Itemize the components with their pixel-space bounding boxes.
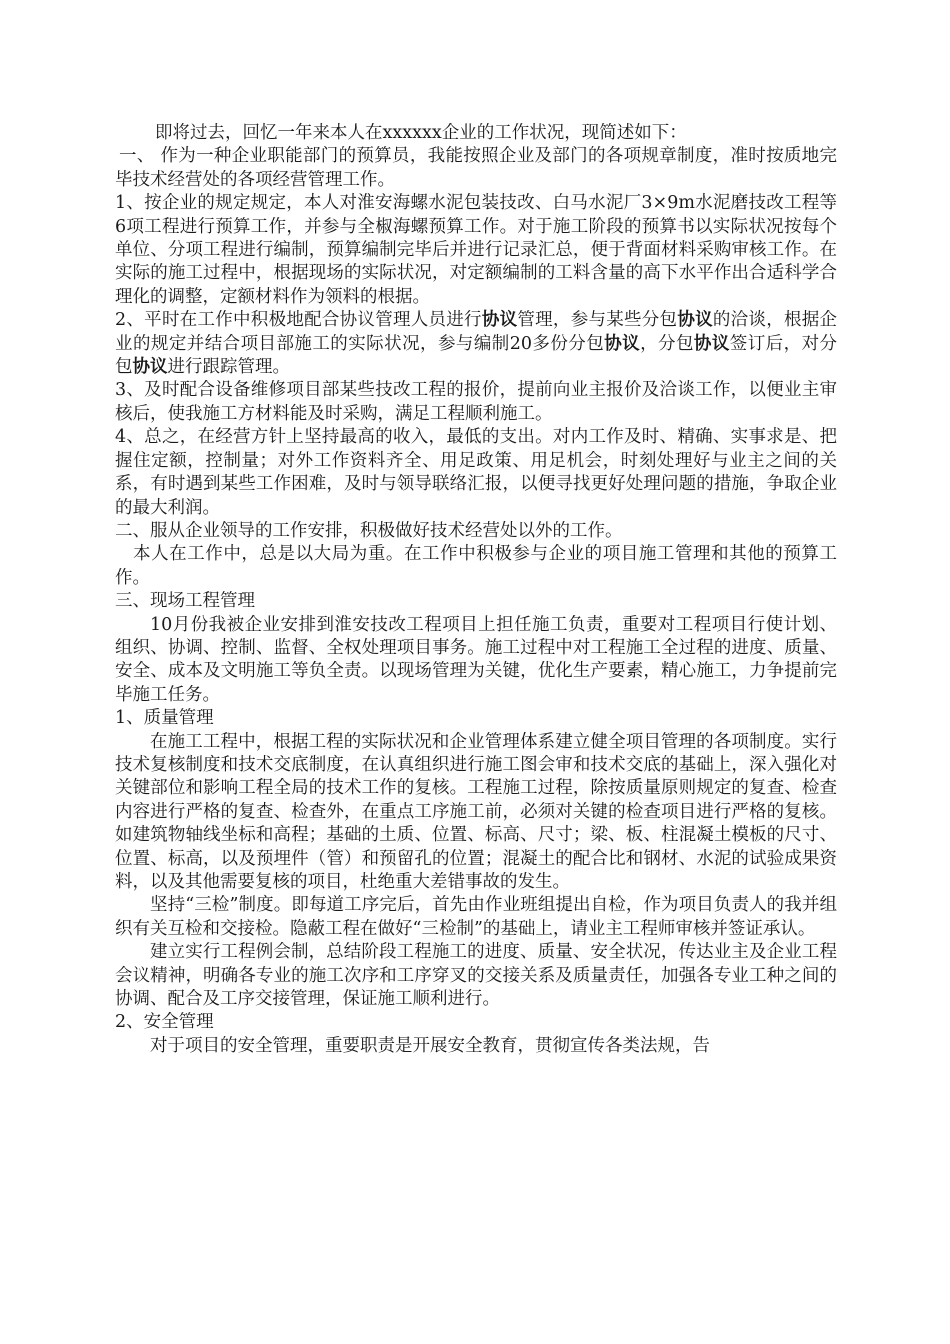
paragraph-text: 3、及时配合设备维修项目部某些技改工程的报价，提前向业主报价及洽谈工作，以便业主审核后，使我施工方材料能及时采购，满足工程顺利施工。 bbox=[115, 380, 837, 424]
paragraph-text: 二、服从企业领导的工作安排，积极做好技术经营处以外的工作。 bbox=[115, 520, 623, 541]
paragraph-text: 进行跟踪管理。 bbox=[167, 357, 290, 378]
paragraph-text: 4、总之，在经营方针上坚持最高的收入，最低的支出。对内工作及时、精确、实事求是、把握住定额，控制量；对外工作资料齐全、用足政策、用足机会，时刻处理好与业主之间的关系，有时遇到某些工作困难，及时与领导联络汇报，以便寻找更好处理问题的措施，争取企业的最大利润。 bbox=[115, 427, 837, 518]
bold-term: 协议 bbox=[677, 310, 713, 331]
paragraph-text: 签订后，对分包 bbox=[115, 333, 838, 378]
bold-term: 协议 bbox=[481, 310, 518, 331]
paragraph-text: 在施工工程中，根据工程的实际状况和企业管理体系建立健全项目管理的各项制度。实行技术复核制度和技术交底制度，在认真组织进行施工图会审和技术交底的基础上，深入强化对关键部位和影响工程全局的技术工作的复核。工程施工过程，除按质量原则规定的复查、检查内容进行严格的复查、检查外，在重点工序施工前，必须对关键的检查项目进行严格的复核。如建筑物轴线坐标和高程；基础的土质、位置、标高、尺寸；梁、板、柱混凝土模板的尺寸、位置、标高，以及预埋件（管）和预留孔的位置；混凝土的配合比和钢材、水泥的试验成果资料，以及其他需要复核的项目，杜绝重大差错事故的发生。 bbox=[115, 731, 837, 892]
paragraph-text: 本人在工作中，总是以大局为重。在工作中积极参与企业的项目施工管理和其他的预算工作。 bbox=[115, 544, 837, 588]
paragraph-safety-body bbox=[115, 1035, 837, 1058]
paragraph-safety-heading bbox=[115, 1011, 837, 1034]
bold-term: 协议 bbox=[604, 333, 641, 354]
paragraph-section2-body bbox=[115, 543, 837, 590]
paragraph-item1-2 bbox=[115, 309, 837, 379]
paragraph-intro bbox=[115, 122, 837, 145]
paragraph-text: 对于项目的安全管理，重要职责是开展安全教育，贯彻宣传各类法规，告 bbox=[150, 1035, 710, 1056]
paragraph-quality-body-3 bbox=[115, 941, 837, 1011]
paragraph-text: 的洽谈，根据企业的规定并结合项目部施工的实际状况，参与编制20多份分包 bbox=[115, 310, 838, 354]
paragraph-section1-heading bbox=[115, 145, 837, 192]
paragraph-section3-body bbox=[115, 614, 837, 708]
paragraph-item1-1 bbox=[115, 192, 837, 309]
paragraph-section3-heading bbox=[115, 590, 837, 613]
paragraph-item1-3 bbox=[115, 379, 837, 426]
paragraph-text: 1、按企业的规定规定，本人对淮安海螺水泥包装技改、白马水泥厂3×9m水泥磨技改工程等6项工程进行预算工作，并参与全椒海螺预算工作。对于施工阶段的预算书以实际状况按每个单位、分项工程进行编制，预算编制完毕后并进行记录汇总，便于背面材料采购审核工作。在实际的施工过程中，根据现场的实际状况，对定额编制的工料含量的高下水平作出合适科学合理化的调整，定额材料作为领料的根据。 bbox=[115, 193, 837, 307]
paragraph-text: 2、平时在工作中积极地配合协议管理人员进行 bbox=[115, 310, 482, 331]
paragraph-text: 2、安全管理 bbox=[115, 1012, 214, 1033]
paragraph-section2-heading bbox=[115, 520, 837, 543]
paragraph-quality-body-1 bbox=[115, 731, 837, 895]
paragraph-quality-body-2 bbox=[115, 894, 837, 941]
paragraph-text: 10月份我被企业安排到淮安技改工程项目上担任施工负责，重要对工程项目行使计划、组织、协调、控制、监督、全权处理项目事务。施工过程中对工程施工全过程的进度、质量、安全、成本及文明施工等负全责。以现场管理为关键，优化生产要素，精心施工，力争提前完毕施工任务。 bbox=[115, 614, 837, 705]
paragraph-text: 即将过去，回忆一年来本人在xxxxxx企业的工作状况，现简述如下： bbox=[155, 123, 687, 143]
paragraph-text: 坚持“三检”制度。即每道工序完后，首先由作业班组提出自检，作为项目负责人的我并组织有关互检和交接检。隐蔽工程在做好“三检制”的基础上，请业主工程师审核并签证承认。 bbox=[115, 895, 837, 939]
bold-term: 协议 bbox=[132, 357, 168, 378]
paragraph-text: 管理，参与某些分包 bbox=[517, 310, 678, 331]
bold-term: 协议 bbox=[693, 333, 730, 354]
paragraph-text: ，分包 bbox=[640, 333, 694, 354]
paragraph-text: 三、现场工程管理 bbox=[115, 591, 255, 612]
paragraph-text: 1、质量管理 bbox=[115, 708, 214, 729]
paragraph-text: 一、 作为一种企业职能部门的预算员，我能按照企业及部门的各项规章制度，准时按质地完毕技术经营处的各项经营管理工作。 bbox=[115, 146, 837, 190]
paragraph-quality-heading bbox=[115, 707, 837, 730]
paragraph-item1-4 bbox=[115, 426, 837, 520]
paragraph-text: 建立实行工程例会制，总结阶段工程施工的进度、质量、安全状况，传达业主及企业工程会议精神，明确各专业的施工次序和工序穿叉的交接关系及质量责任，加强各专业工种之间的协调、配合及工序交接管理，保证施工顺利进行。 bbox=[115, 942, 837, 1010]
document-page bbox=[115, 122, 837, 1058]
